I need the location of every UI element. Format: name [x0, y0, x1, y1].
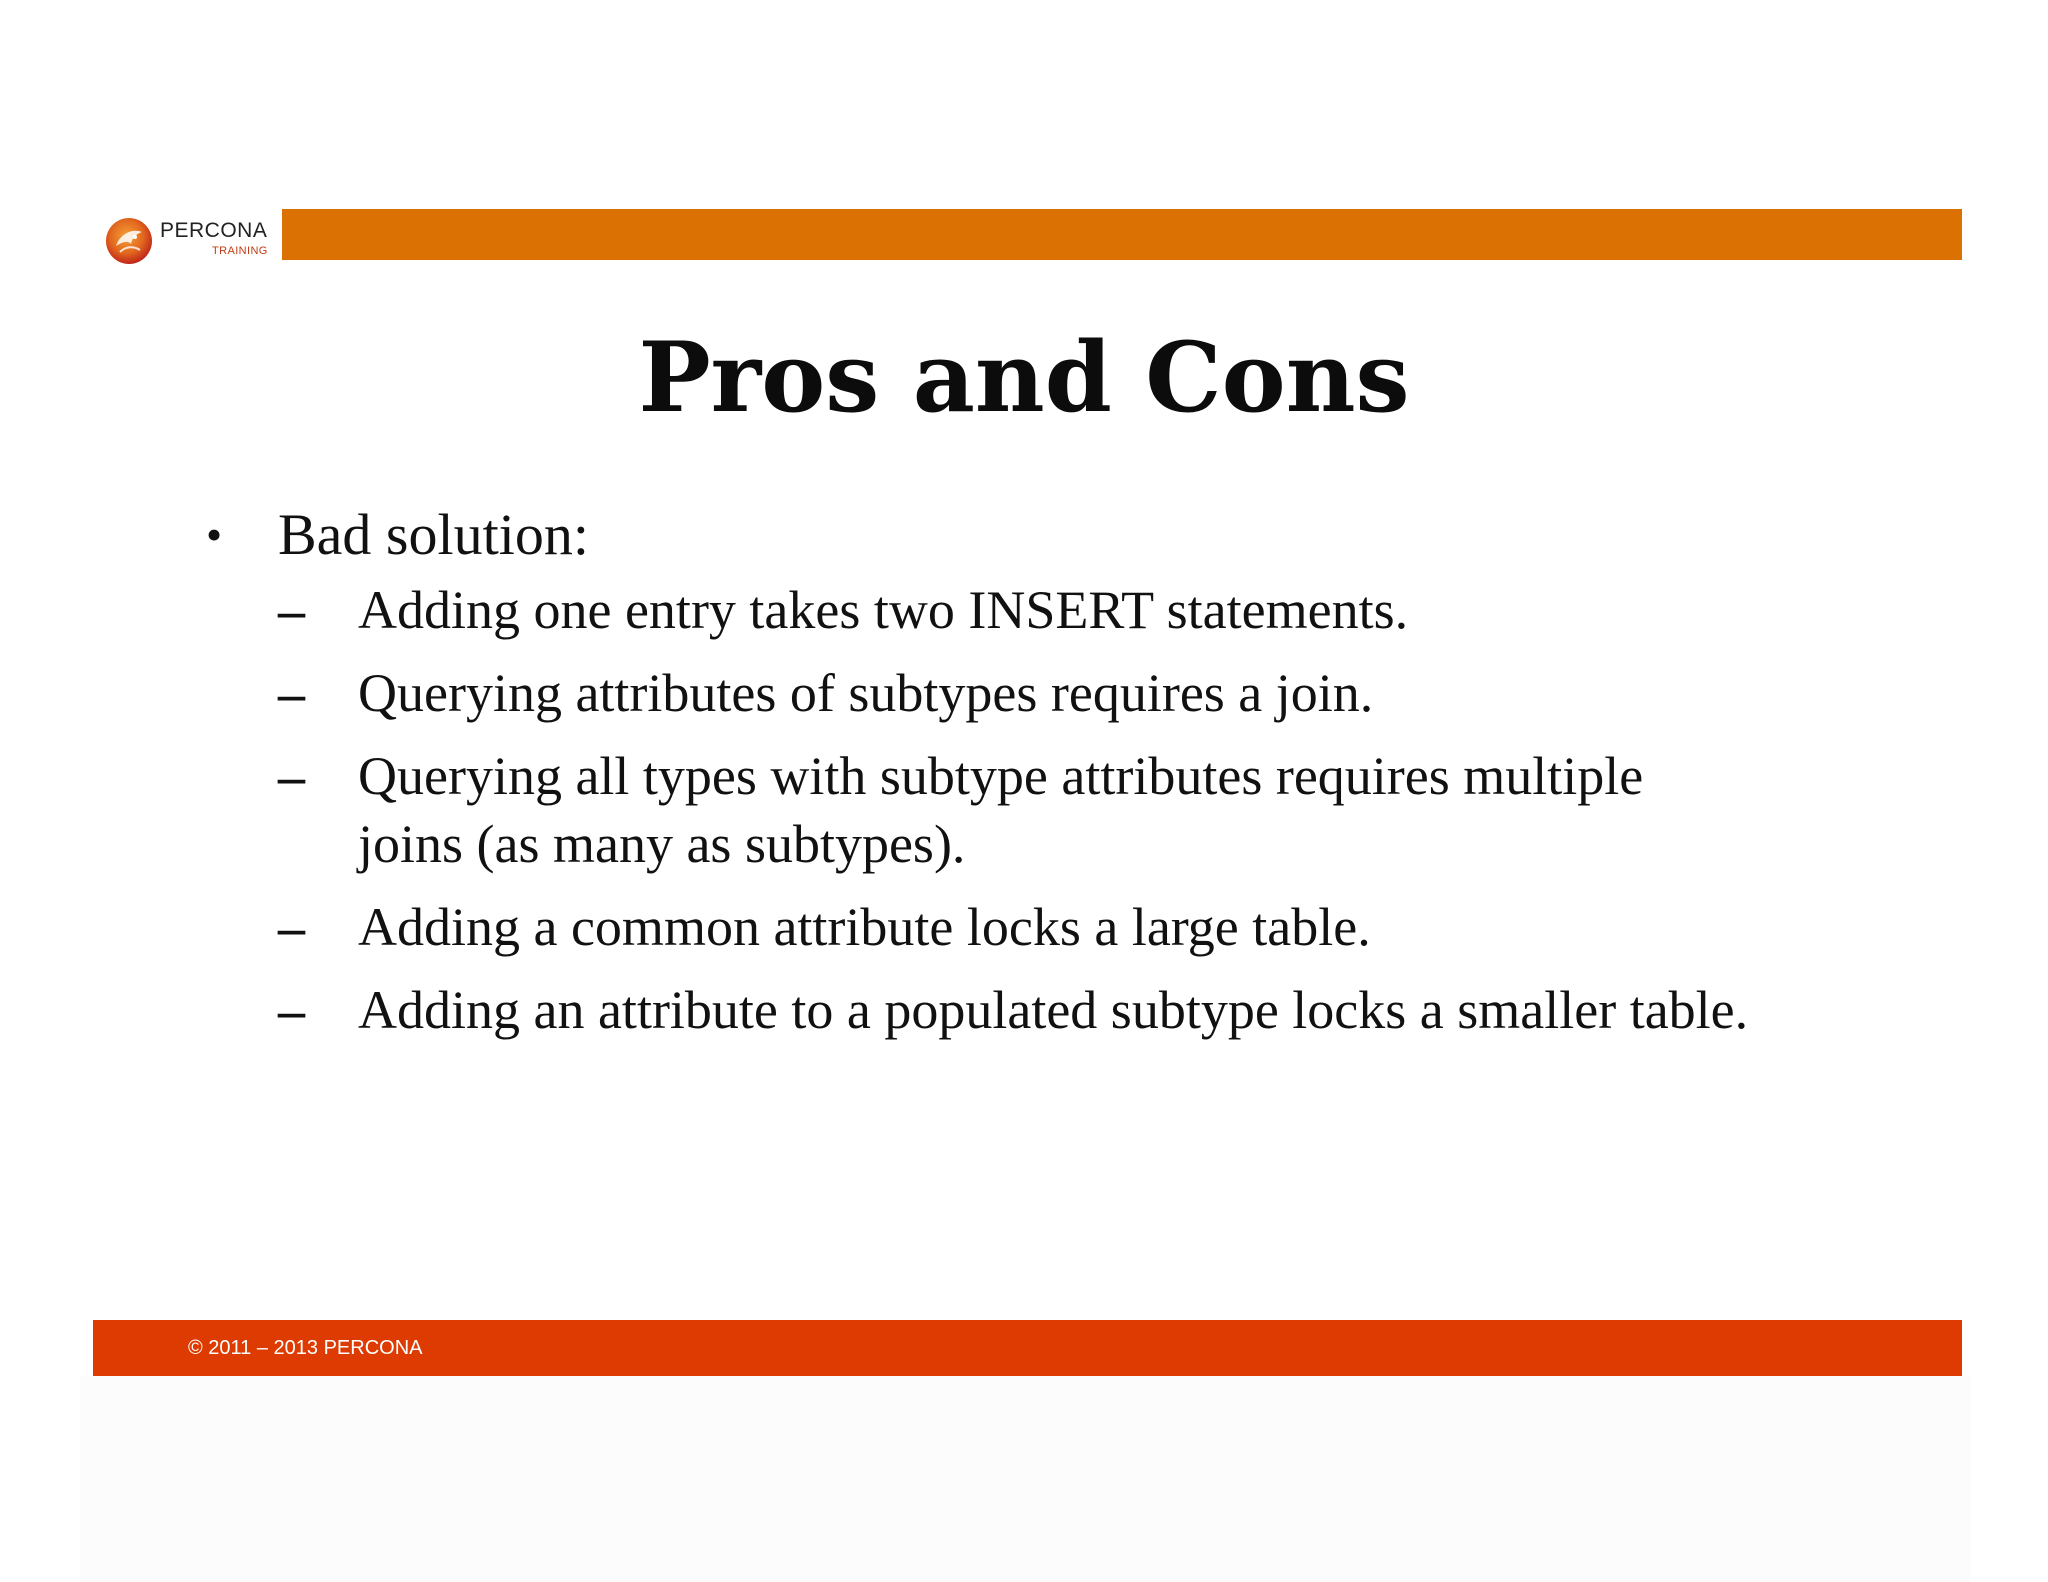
percona-logo-icon	[104, 216, 154, 266]
sub-bullet-text: Adding an attribute to a populated subtype locks a smaller table.	[358, 980, 1749, 1040]
slide-content	[200, 498, 1760, 1059]
bullet-text: Bad solution:	[278, 502, 589, 567]
sub-bullet-item	[278, 893, 1760, 961]
sub-bullet-item	[278, 742, 1760, 878]
dash-icon: –	[278, 663, 305, 723]
sub-bullet-list	[278, 576, 1760, 1044]
dash-icon: –	[278, 897, 305, 957]
percona-logo	[104, 216, 280, 274]
slide-title: Pros and Cons	[638, 321, 1410, 434]
sub-bullet-text: Querying all types with subtype attributes requires multiple joins (as many as subtypes).	[358, 746, 1644, 874]
dash-icon: –	[278, 746, 305, 806]
dash-icon: –	[278, 580, 305, 640]
sub-bullet-text: Adding one entry takes two INSERT statements.	[358, 580, 1409, 640]
sub-bullet-text: Adding a common attribute locks a large table.	[358, 897, 1371, 957]
logo-subtitle: TRAINING	[212, 245, 268, 257]
sub-bullet-item	[278, 659, 1760, 727]
sub-bullet-item	[278, 976, 1760, 1044]
footer-bar	[93, 1320, 1962, 1376]
bottom-shade	[80, 1376, 1970, 1582]
sub-bullet-text: Querying attributes of subtypes requires a join.	[358, 663, 1374, 723]
header-accent-bar	[282, 209, 1962, 260]
sub-bullet-item	[278, 576, 1760, 644]
bullet-item	[200, 498, 1760, 572]
dash-icon: –	[278, 980, 305, 1040]
bullet-dot-icon: •	[206, 509, 223, 560]
logo-wordmark: PERCONA	[160, 219, 268, 242]
copyright-text: © 2011 – 2013 PERCONA	[188, 1337, 423, 1359]
